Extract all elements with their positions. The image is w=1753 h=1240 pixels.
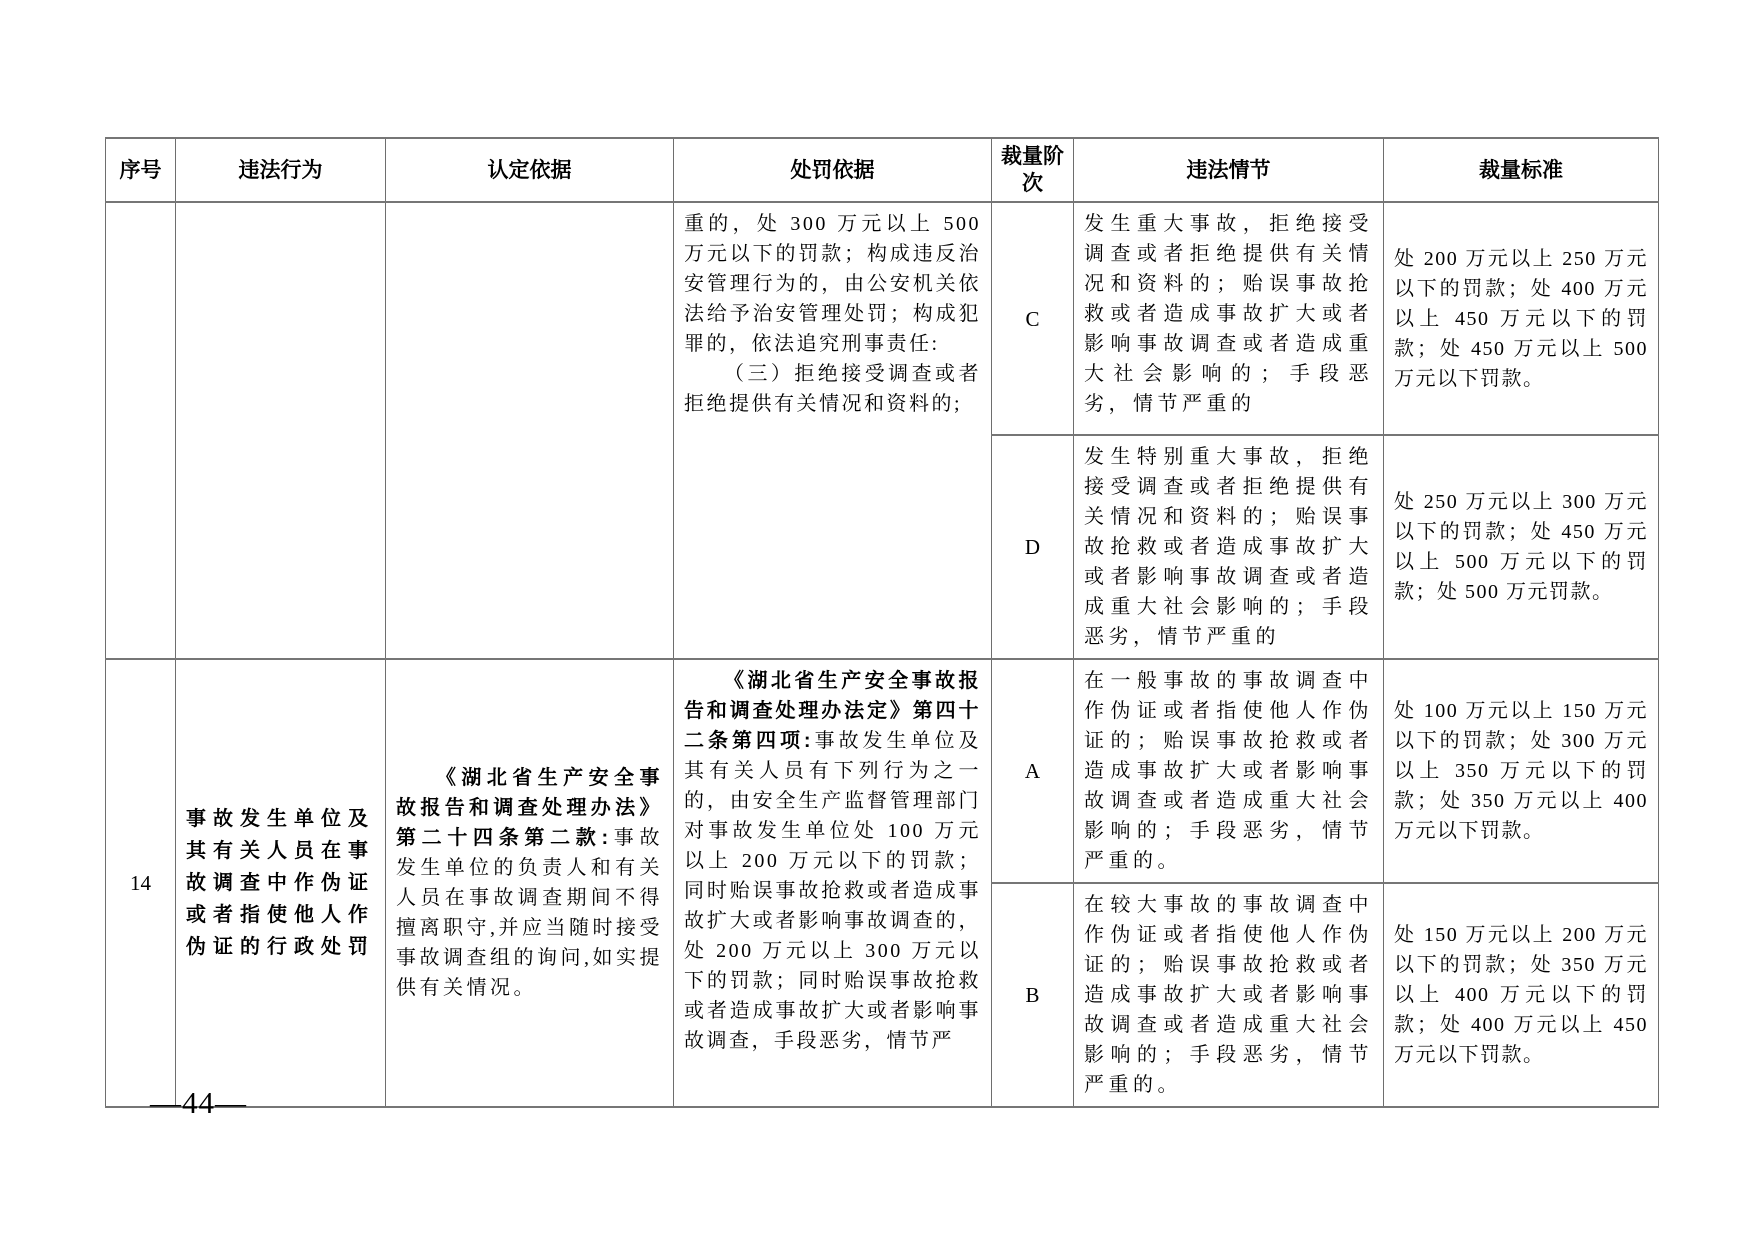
header-discretion-standard: 裁量标准 xyxy=(1384,138,1659,202)
header-determination-basis: 认定依据 xyxy=(386,138,674,202)
header-illegal-circumstance: 违法情节 xyxy=(1074,138,1384,202)
penalty-basis-item-three: （三）拒绝接受调查或者拒绝提供有关情况和资料的; xyxy=(684,363,981,415)
cell-level-d: D xyxy=(992,435,1074,659)
penalty-law-text: 事故发生单位及其有关人员有下列行为之一的，由安全生产监督管理部门对事故发生单位处 100 万元以上 200 万元以下的罚款；同时贻误事故抢救或者造成事故扩大或者影响事故调查的，处 200 万元以上 300 万元以下的罚款；同时贻误事故抢救或者造成事故扩大或者影响事故调查，手段恶劣，情节严 xyxy=(684,730,981,1052)
cell-circumstance-d: 发生特别重大事故，拒绝接受调查或者拒绝提供有关情况和资料的；贻误事故抢救或者造成事故扩大或者影响事故调查或者造成重大社会影响的；手段恶劣，情节严重的 xyxy=(1074,435,1384,659)
cell-circumstance-b: 在较大事故的事故调查中作伪证或者指使他人作伪证的；贻误事故抢救或者造成事故扩大或者影响事故调查或者造成重大社会影响的；手段恶劣，情节严重的。 xyxy=(1074,883,1384,1107)
cell-penalty-basis-continuation xyxy=(674,202,992,659)
cell-standard-a: 处 100 万元以上 150 万元以下的罚款；处 300 万元以上 350 万元以下的罚款；处 350 万元以上 400 万元以下罚款。 xyxy=(1384,659,1659,883)
basis-law-citation: 《湖北省生产安全事故报告和调查处理办法》第二十四条第二款: xyxy=(396,767,663,849)
cell-level-b: B xyxy=(992,883,1074,1107)
cell-level-c: C xyxy=(992,202,1074,435)
cell-seq-14: 14 xyxy=(106,659,176,1107)
cell-circumstance-c: 发生重大事故，拒绝接受调查或者拒绝提供有关情况和资料的；贻误事故抢救或者造成事故扩大或者影响事故调查或者造成重大社会影响的；手段恶劣，情节严重的 xyxy=(1074,202,1384,435)
cell-standard-d: 处 250 万元以上 300 万元以下的罚款；处 450 万元以上 500 万元以下的罚款；处 500 万元罚款。 xyxy=(1384,435,1659,659)
penalty-discretion-table xyxy=(105,137,1659,1108)
header-seq: 序号 xyxy=(106,138,176,202)
penalty-basis-paragraph: 重的，处 300 万元以上 500 万元以下的罚款；构成违反治安管理行为的，由公安机关依法给予治安管理处罚；构成犯罪的，依法追究刑事责任: xyxy=(684,213,981,355)
header-illegal-behavior: 违法行为 xyxy=(176,138,386,202)
cell-level-a: A xyxy=(992,659,1074,883)
basis-paragraph xyxy=(396,763,663,1003)
cell-behavior-empty xyxy=(176,202,386,659)
cell-basis-empty xyxy=(386,202,674,659)
basis-law-text: 事故发生单位的负责人和有关人员在事故调查期间不得擅离职守,并应当随时接受事故调查组的询问,如实提供有关情况。 xyxy=(396,827,663,999)
penalty-law-citation: 《湖北省生产安全事故报告和调查处理办法定》第四十二条第四项: xyxy=(684,670,981,752)
row-item13-cont-sub-c xyxy=(106,202,1659,435)
cell-standard-c: 处 200 万元以上 250 万元以下的罚款；处 400 万元以上 450 万元以下的罚款；处 450 万元以上 500 万元以下罚款。 xyxy=(1384,202,1659,435)
cell-basis-14 xyxy=(386,659,674,1107)
cell-standard-b: 处 150 万元以上 200 万元以下的罚款；处 350 万元以上 400 万元以下的罚款；处 400 万元以上 450 万元以下罚款。 xyxy=(1384,883,1659,1107)
page-number: —44— xyxy=(150,1085,247,1120)
cell-circumstance-a: 在一般事故的事故调查中作伪证或者指使他人作伪证的；贻误事故抢救或者造成事故扩大或者影响事故调查或者造成重大社会影响的；手段恶劣，情节严重的。 xyxy=(1074,659,1384,883)
cell-seq-empty xyxy=(106,202,176,659)
table-header-row xyxy=(106,138,1659,202)
cell-behavior-14: 事故发生单位及其有关人员在事故调查中作伪证或者指使他人作伪证的行政处罚 xyxy=(176,659,386,1107)
row-item14-sub-a xyxy=(106,659,1659,883)
header-penalty-basis: 处罚依据 xyxy=(674,138,992,202)
header-discretion-level: 裁量阶次 xyxy=(992,138,1074,202)
penalty-paragraph xyxy=(684,666,981,1056)
cell-penalty-basis-14 xyxy=(674,659,992,1107)
